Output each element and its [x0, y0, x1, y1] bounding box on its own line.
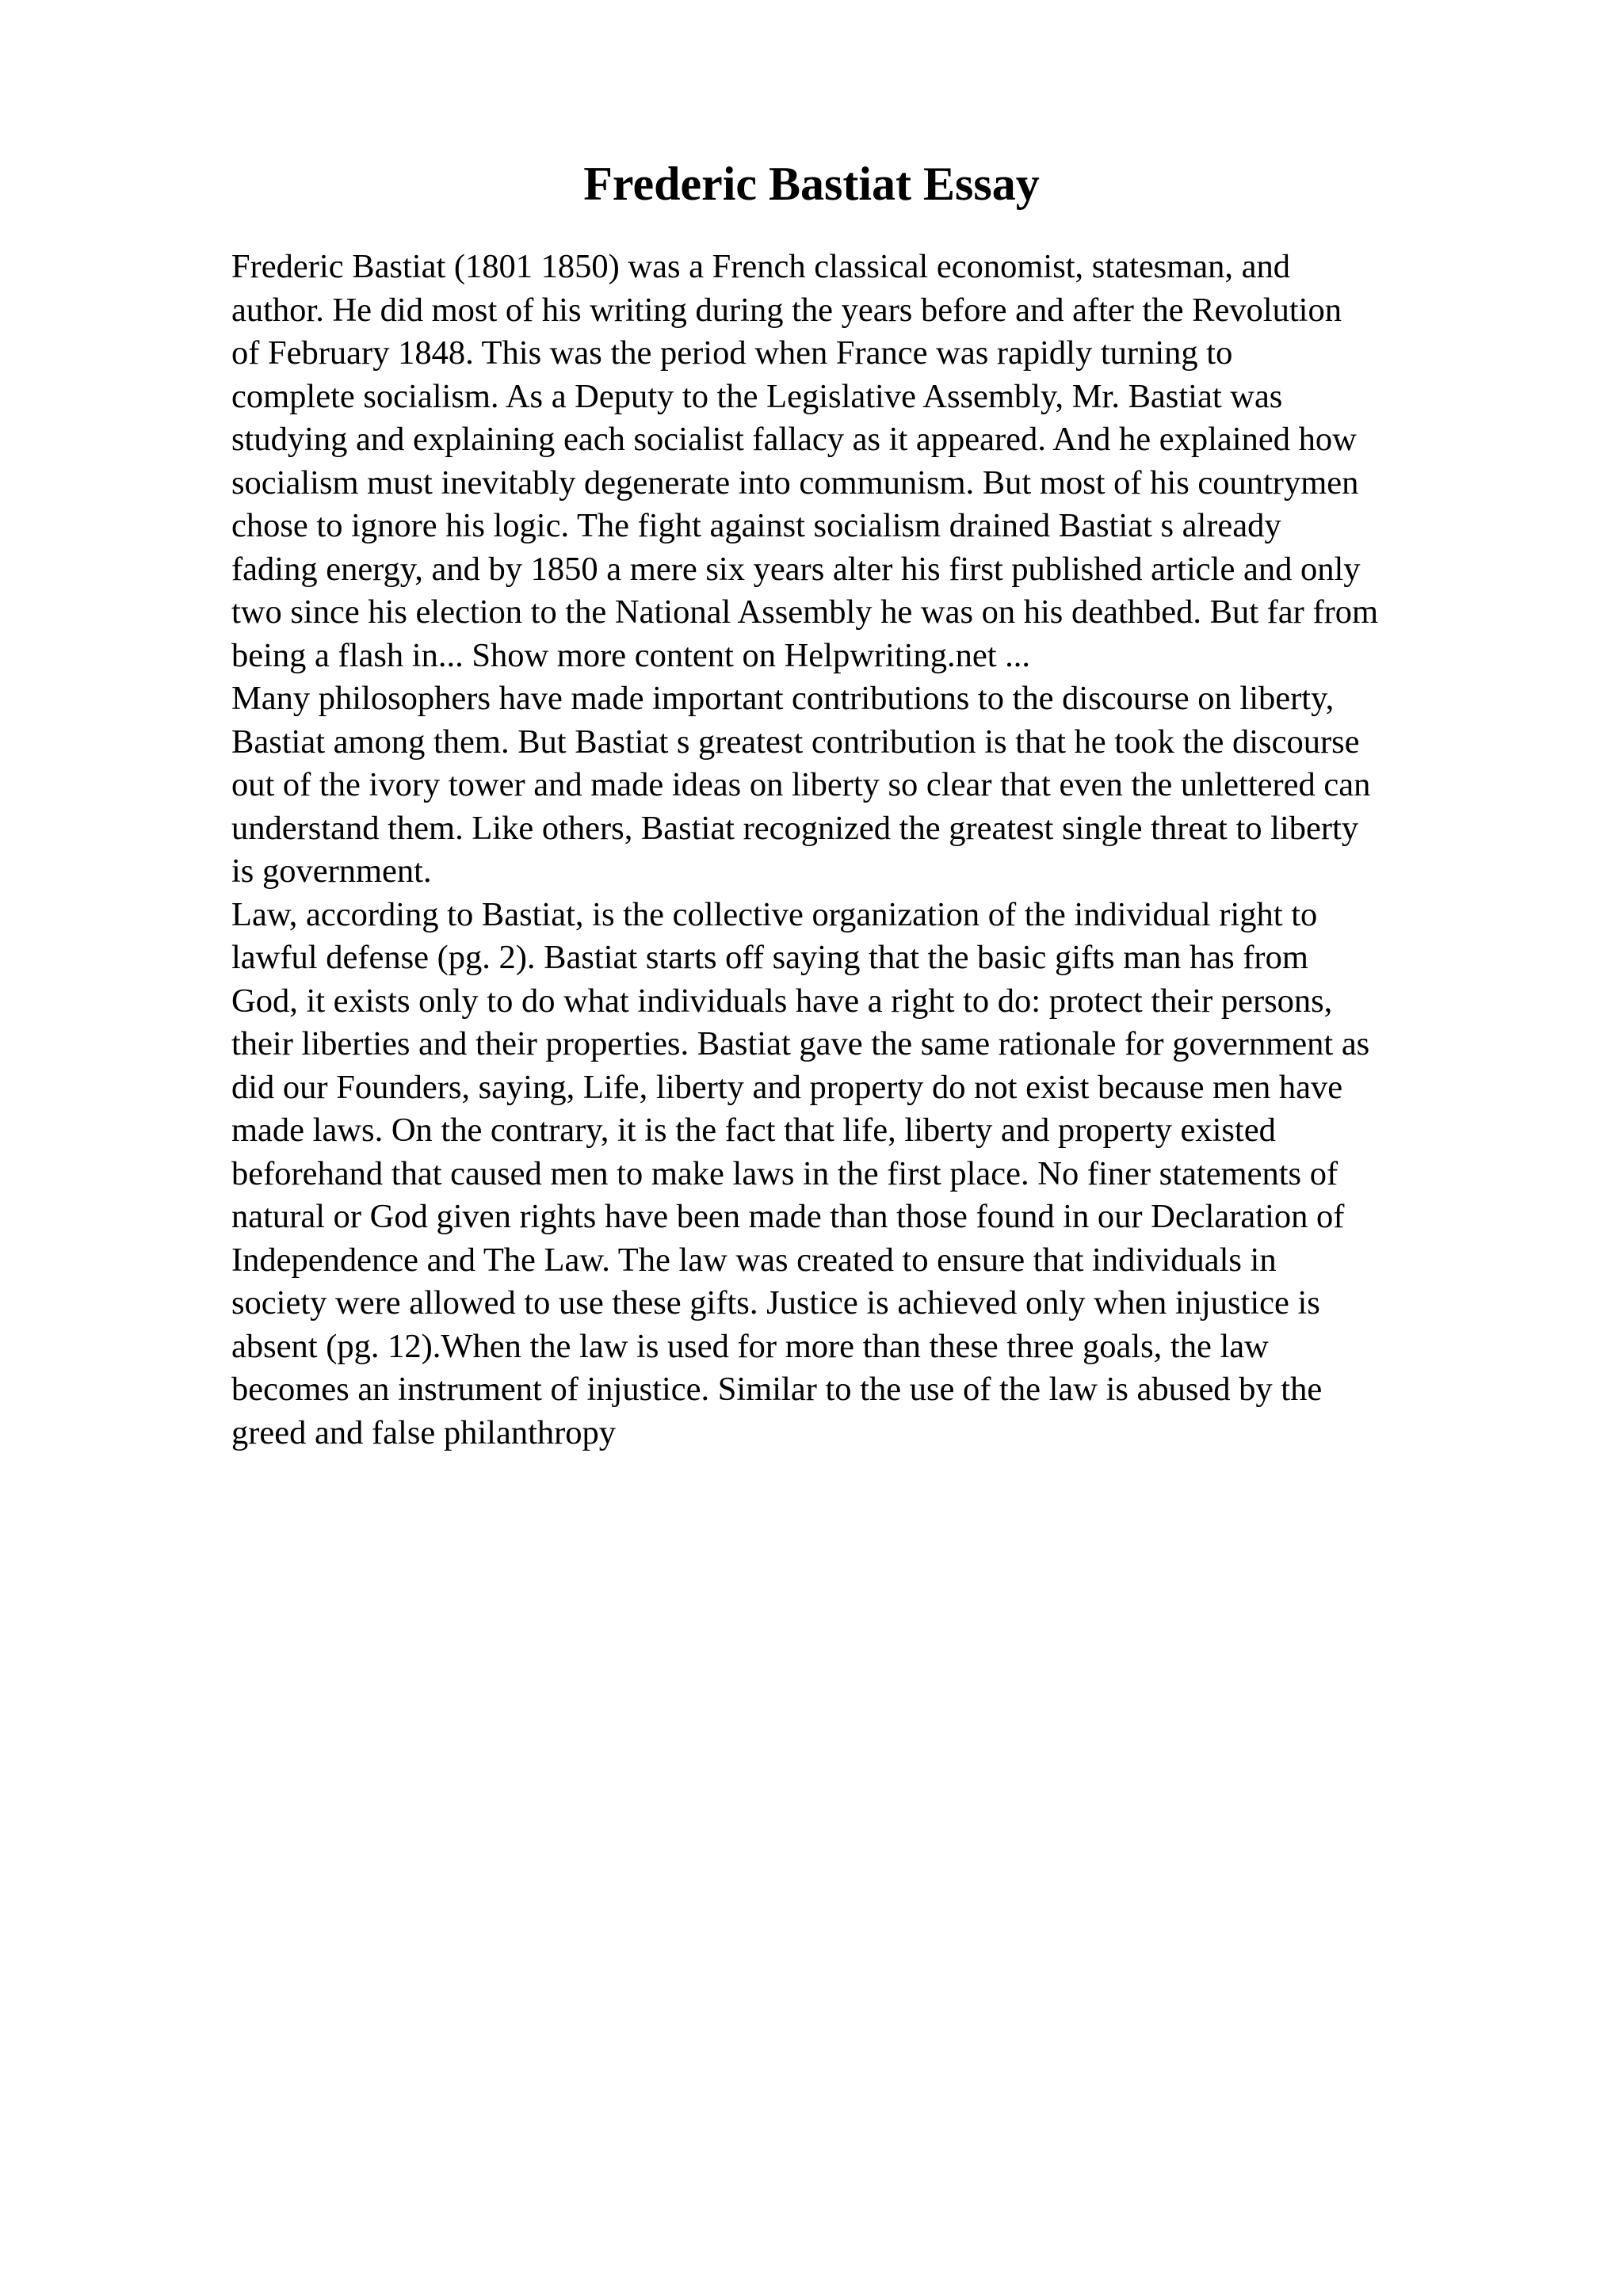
paragraph-2: Many philosophers have made important contributions to the discourse on liberty, Bastiat among them. But Bastiat s greatest contribution is that he took the discourse out of the ivory tower and made ideas on liberty so clear that even the unlettered can understand them. Like others, Bastiat recognized the greatest single threat to liberty is government.	[231, 680, 1371, 890]
paragraph-3: Law, according to Bastiat, is the collective organization of the individual right to lawful defense (pg. 2). Bastiat starts off saying that the basic gifts man has from God, it exists only to do what individuals have a right to do: protect their persons, their liberties and their properties. Bastiat gave the same rationale for government as did our Founders, saying, Life, liberty and property do not exist because men have made laws. On the contrary, it is the fact that life, liberty and property existed beforehand that caused men to make laws in the first place. No finer statements of natural or God given rights have been made than those found in our Declaration of Independence and The Law. The law was created to ensure that individuals in society were allowed to use these gifts. Justice is achieved only when injustice is absent (pg. 12).When the law is used for more than these three goals, the law becomes an instrument of injustice. Similar to the use of the law is abused by the greed and false philanthropy	[231, 895, 1370, 1451]
paragraph-1: Frederic Bastiat (1801 1850) was a French classical economist, statesman, and author. He did most of his writing during the years before and after the Revolution of February 1848. This was the period when France was rapidly turning to complete socialism. As a Deputy to the Legislative Assembly, Mr. Bastiat was studying and explaining each socialist fallacy as it appeared. And he explained how socialism must inevitably degenerate into communism. But most of his countrymen chose to ignore his logic. The fight against socialism drained Bastiat s already fading energy, and by 1850 a mere six years alter his first published article and only two since his election to the National Assembly he was on his deathbed. But far from being a flash in... Show more content on Helpwriting.net ...	[231, 248, 1379, 674]
document-title: Frederic Bastiat Essay	[583, 158, 1040, 210]
document-body	[231, 246, 1499, 1455]
